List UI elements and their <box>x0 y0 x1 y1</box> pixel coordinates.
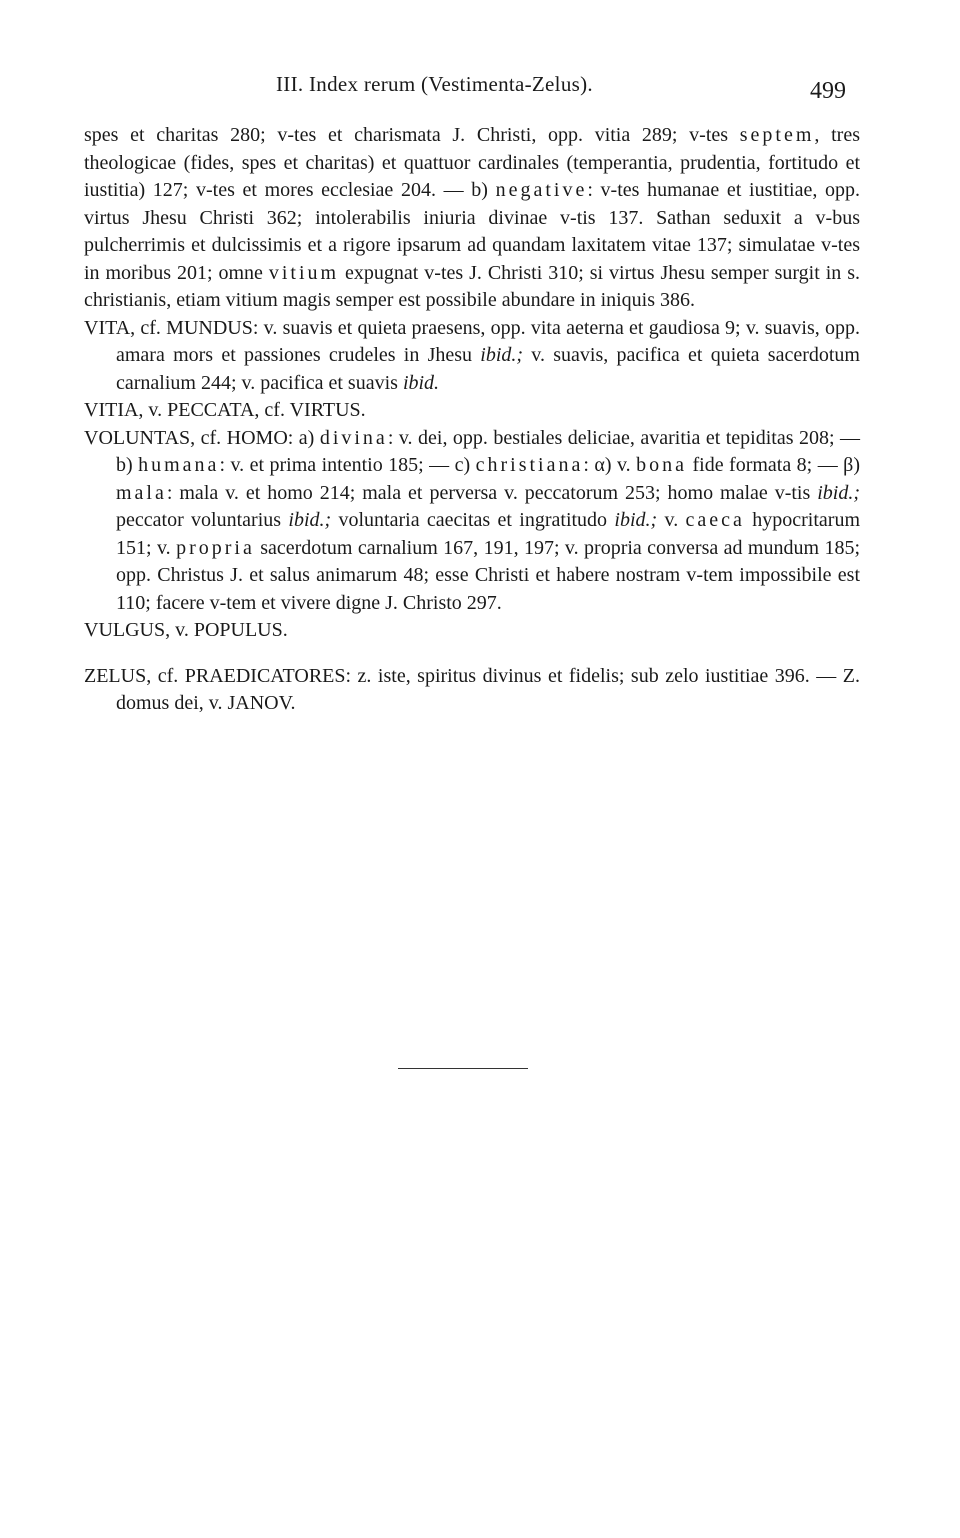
index-entry-zelus <box>84 663 860 718</box>
spaced-term: negative <box>495 179 588 201</box>
entry-text: voluntaria caecitas et ingratitudo <box>331 509 615 531</box>
spaced-term: christiana <box>475 454 584 476</box>
index-entry-continued <box>84 122 860 315</box>
entry-text: ZELUS, cf. PRAEDICATORES: z. iste, spiritus divinus et fidelis; sub zelo iustitiae 396. — Z. domus dei, v. JANOV. <box>84 664 860 714</box>
entry-text: , tres theologicae (fides, spes et charitas) et quattuor cardinales (temperantia, prudentia, fortitudo et iustitia) 127; v-tes et mores ecclesiae 204. — b) <box>84 124 860 201</box>
page-number: 499 <box>810 78 846 104</box>
running-title: III. Index rerum (Vestimenta-Zelus). <box>276 72 593 96</box>
entry-text: fide formata 8; — β) <box>687 454 860 476</box>
index-entry-vita <box>84 315 860 398</box>
index-entry-vitia <box>84 397 860 425</box>
entry-text: : α) v. <box>583 454 637 476</box>
page-header <box>0 72 960 112</box>
index-entry-vulgus <box>84 617 860 645</box>
entry-text: : v. dei, opp. bestiales deliciae, avaritia et tepiditas 208; — b) <box>116 426 860 476</box>
entry-text: : v-tes humanae et iustitiae, opp. virtus Jhesu Christi 362; intolerabilis iniuria divinae v-tis 137. Sathan seduxit a v-bus pulcherrimis et dulcissimis et a rigore ipsarum ad quandam laxitatem vitae 137; simulatae v-tes in moribus 201; omne <box>84 179 861 284</box>
entry-text: v. suavis, pacifica et quieta sacerdotum carnalium 244; v. pacifica et suavis <box>116 344 860 394</box>
spaced-term: divina <box>319 426 388 449</box>
entry-text: : mala v. et homo 214; mala et perversa v. peccatorum 253; homo malae v-tis <box>166 481 818 504</box>
spaced-term: mala <box>116 481 167 504</box>
spaced-term: vitium <box>268 261 340 284</box>
entry-text: VITA, cf. MUNDUS: v. suavis et quieta praesens, opp. vita aeterna et gaudiosa 9; v. suavis, opp. amara mors et passiones crudeles in Jhesu <box>84 316 860 366</box>
entry-text: peccator voluntarius <box>116 509 289 531</box>
spaced-term: caeca <box>685 509 745 531</box>
spaced-term: propria <box>176 536 255 559</box>
entry-text: expugnat v-tes J. Christi 310; si virtus Jhesu semper surgit in s. christianis, etiam vitium magis semper est possibile abundare in iniquis 386. <box>84 261 861 311</box>
entry-text: VULGUS, v. POPULUS. <box>84 619 288 641</box>
index-body <box>84 122 860 718</box>
index-entry-voluntas <box>84 425 860 618</box>
entry-text: v. <box>657 509 686 531</box>
entry-text: VITIA, v. PECCATA, cf. VIRTUS. <box>84 399 366 421</box>
entry-text: spes et charitas 280; v-tes et charismata J. Christi, opp. vitia 289; v-tes <box>84 124 740 146</box>
spaced-term: humana <box>138 454 220 476</box>
italic-reference: ibid.; <box>288 509 332 531</box>
italic-reference: ibid. <box>402 371 440 394</box>
entry-text: : v. et prima intentio 185; — c) <box>219 454 476 476</box>
entry-text: sacerdotum carnalium 167, 191, 197; v. propria conversa ad mundum 185; opp. Christus J. et salus animarum 48; esse Christi et habere nostram v-tem impossibile est 110; facere v-tem et vivere digne J. Christo 297. <box>116 536 860 614</box>
spaced-term: septem <box>739 124 815 146</box>
spaced-term: bona <box>636 454 688 476</box>
italic-reference: ibid.; <box>817 481 860 504</box>
entry-text: hypocritarum 151; v. <box>116 509 861 559</box>
end-rule-divider <box>398 1068 528 1069</box>
italic-reference: ibid.; <box>614 509 658 531</box>
entry-text: VOLUNTAS, cf. HOMO: a) <box>84 426 320 449</box>
italic-reference: ibid.; <box>480 344 524 366</box>
